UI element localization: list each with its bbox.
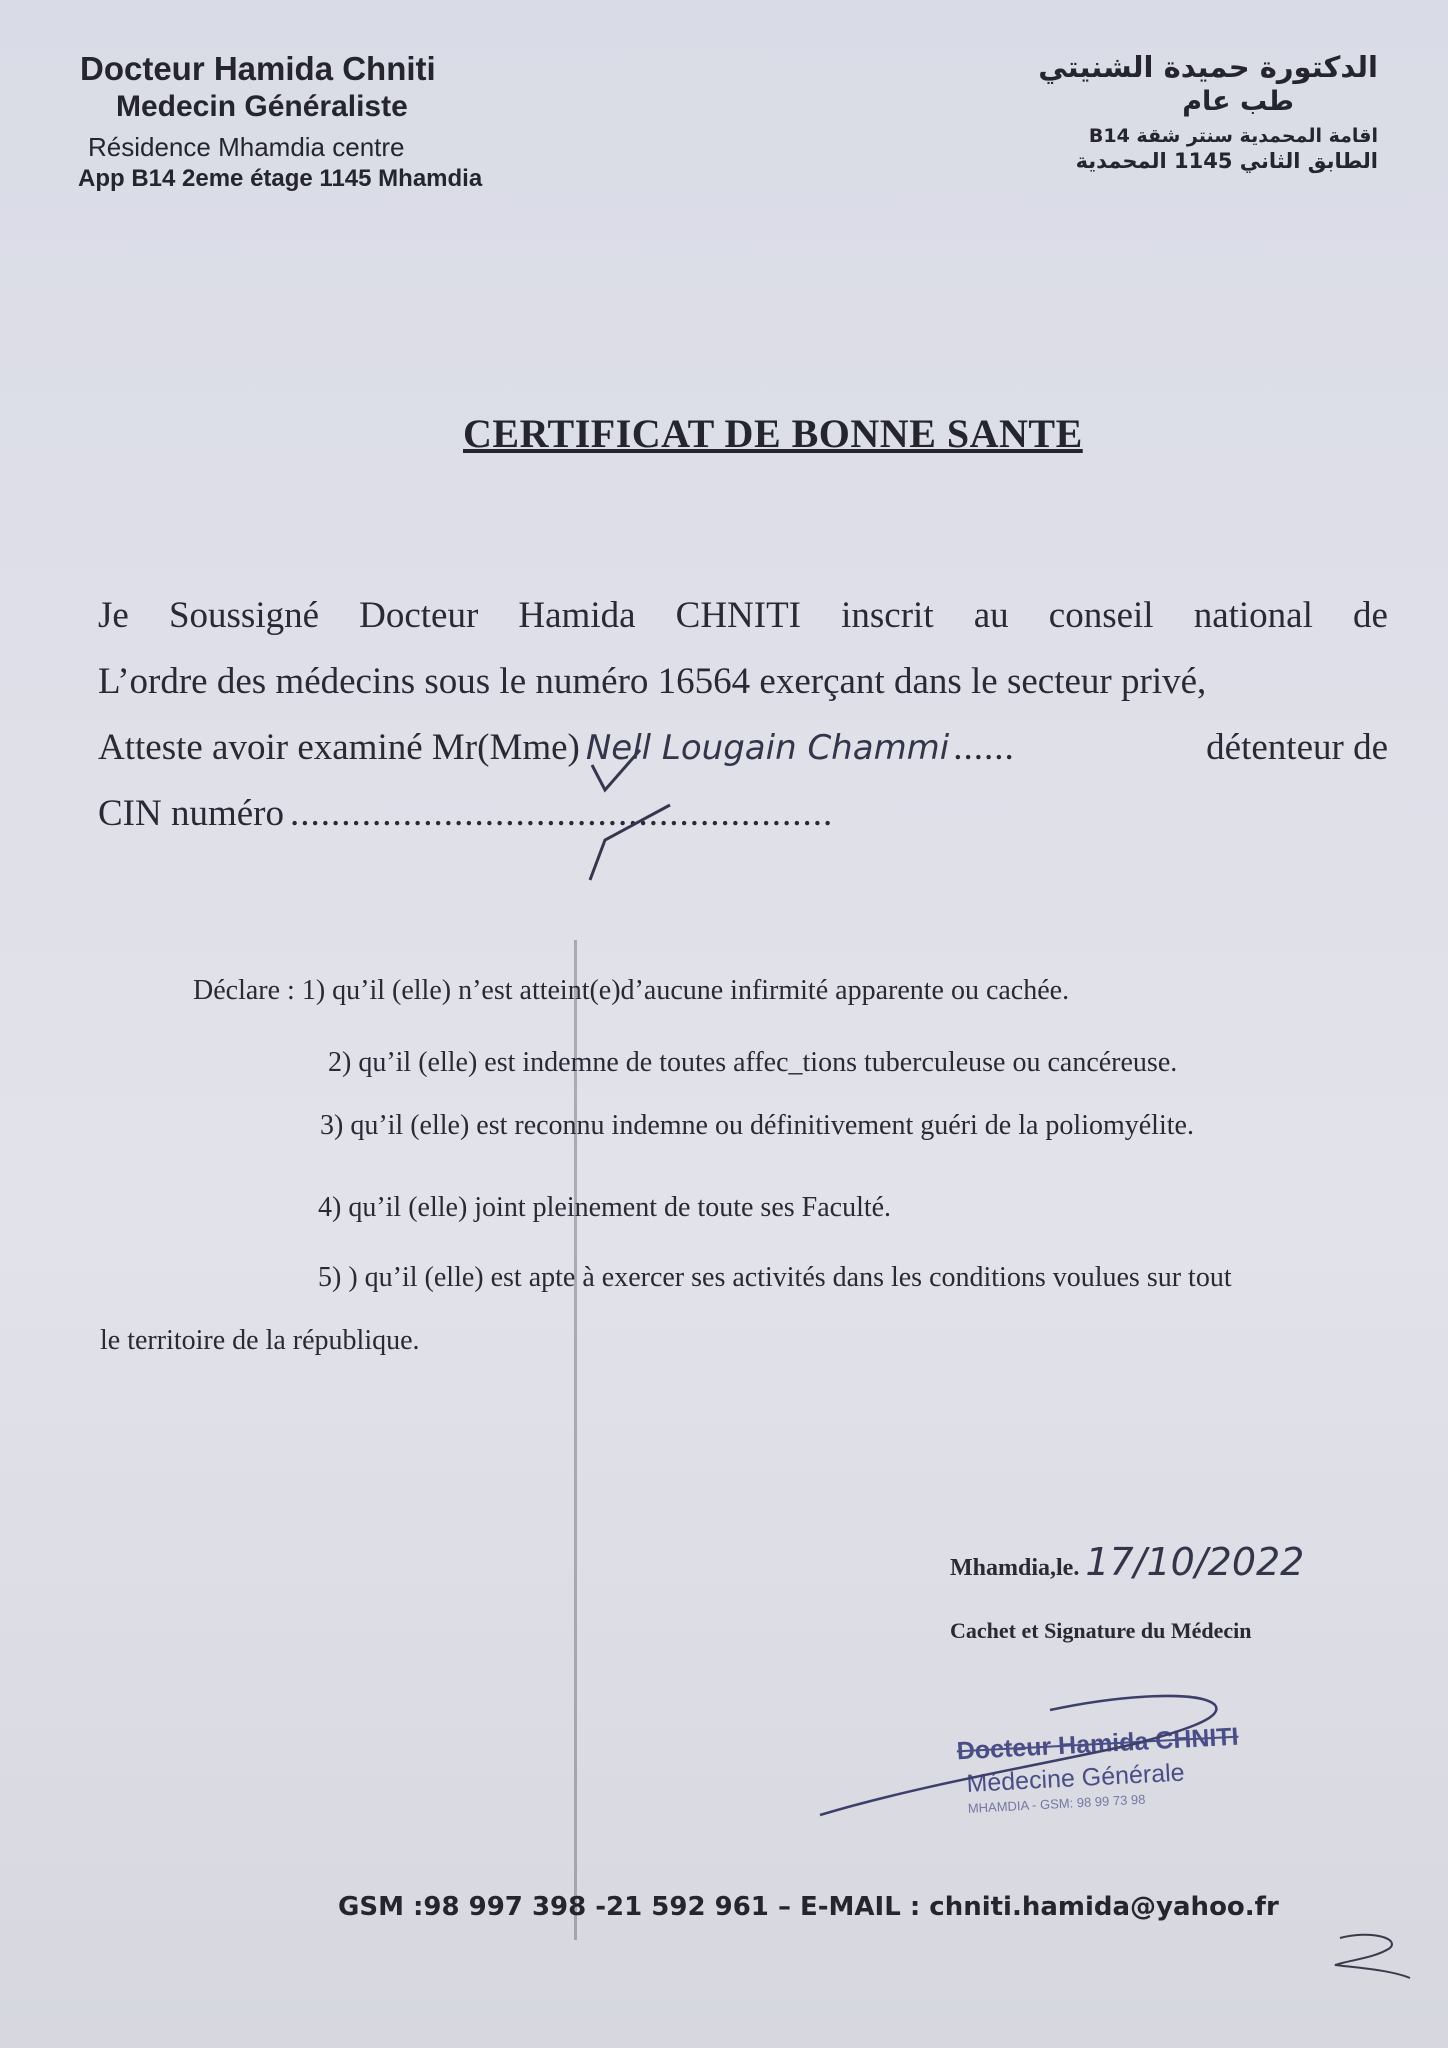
body-line-4 (98, 781, 1388, 847)
corner-pen-mark (1330, 1930, 1420, 1990)
cachet-label: Cachet et Signature du Médecin (950, 1618, 1252, 1643)
declaration-5: 5) ) qu’il (elle) est apte à exercer ses activités dans les conditions voulues sur tout (318, 1262, 1232, 1293)
paper-fold-line (574, 940, 577, 1940)
signature-scribble (800, 1690, 1240, 1830)
word: CHNITI (675, 595, 802, 636)
word: inscrit (841, 595, 934, 636)
word: au (973, 595, 1009, 636)
pen-check-mark (500, 745, 700, 885)
patient-label: Atteste avoir examiné Mr(Mme) (98, 727, 580, 768)
date-line (950, 1540, 1304, 1584)
cin-dots: ..................................................... (290, 793, 834, 834)
stamp-line-1: Docteur Hamida CHNITI (956, 1722, 1240, 1766)
declaration-2: 2) qu’il (elle) est indemne de toutes affec_tions tuberculeuse ou cancéreuse. (328, 1047, 1178, 1078)
word: Docteur (359, 595, 479, 636)
declaration-3: 3) qu’il (elle) est reconnu indemne ou définitivement guéri de la poliomyélite. (320, 1110, 1194, 1141)
date-handwritten: 17/10/2022 (1085, 1540, 1305, 1584)
address-line-2: App B14 2eme étage 1145 Mhamdia (78, 165, 483, 192)
word: Je (98, 595, 129, 636)
body-line-3 (98, 715, 1388, 781)
word: national (1193, 595, 1313, 636)
date-label: Mhamdia,le. (950, 1555, 1080, 1581)
certificate-body (98, 583, 1388, 847)
holder-label: détenteur de (1206, 727, 1388, 768)
body-line-1 (98, 583, 1388, 649)
stamp-line-3: MHAMDIA - GSM: 98 99 73 98 (967, 1791, 1146, 1816)
word: Hamida (518, 595, 636, 636)
body-line-2-text: L’ordre des médecins sous le numéro 16564 exerçant dans le secteur privé, (98, 661, 1207, 702)
declaration-4: 4) qu’il (elle) joint pleinement de toute ses Faculté. (318, 1192, 892, 1223)
word: de (1352, 595, 1388, 636)
word: conseil (1048, 595, 1154, 636)
word: Soussigné (168, 595, 320, 636)
header-french (78, 50, 482, 193)
certificate-title: CERTIFICAT DE BONNE SANTE (463, 411, 1083, 456)
header-arabic (1038, 50, 1378, 173)
stamp-line-2: Médecine Générale (965, 1758, 1186, 1798)
address-line-1-ar: اقامة المحمدية سنتر شقة B14 (1088, 125, 1378, 147)
body-line-2 (98, 649, 1388, 715)
patient-name-handwritten: Nell Lougain Chammi (585, 728, 950, 768)
doctor-name: Docteur Hamida Chniti (80, 50, 436, 87)
declaration-1: Déclare : 1) qu’il (elle) n’est atteint(e)d’aucune infirmité apparente ou cachée. (193, 975, 1070, 1006)
signature-block (950, 1540, 1304, 1644)
doctor-specialty: Medecin Généraliste (116, 90, 408, 123)
doctor-specialty-ar: طب عام (1182, 86, 1294, 117)
address-line-2-ar: الطابق الثاني 1145 المحمدية (1075, 149, 1378, 173)
doctor-name-ar: الدكتورة حميدة الشنيتي (1038, 50, 1378, 84)
patient-dots: ...... (953, 727, 1015, 768)
footer-contact: GSM :98 997 398 -21 592 961 – E-MAIL : chniti.hamida@yahoo.fr (338, 1892, 1279, 1922)
declaration-5-continued: le territoire de la république. (100, 1325, 420, 1356)
address-line-1: Résidence Mhamdia centre (88, 132, 405, 162)
cin-label: CIN numéro (98, 793, 284, 834)
